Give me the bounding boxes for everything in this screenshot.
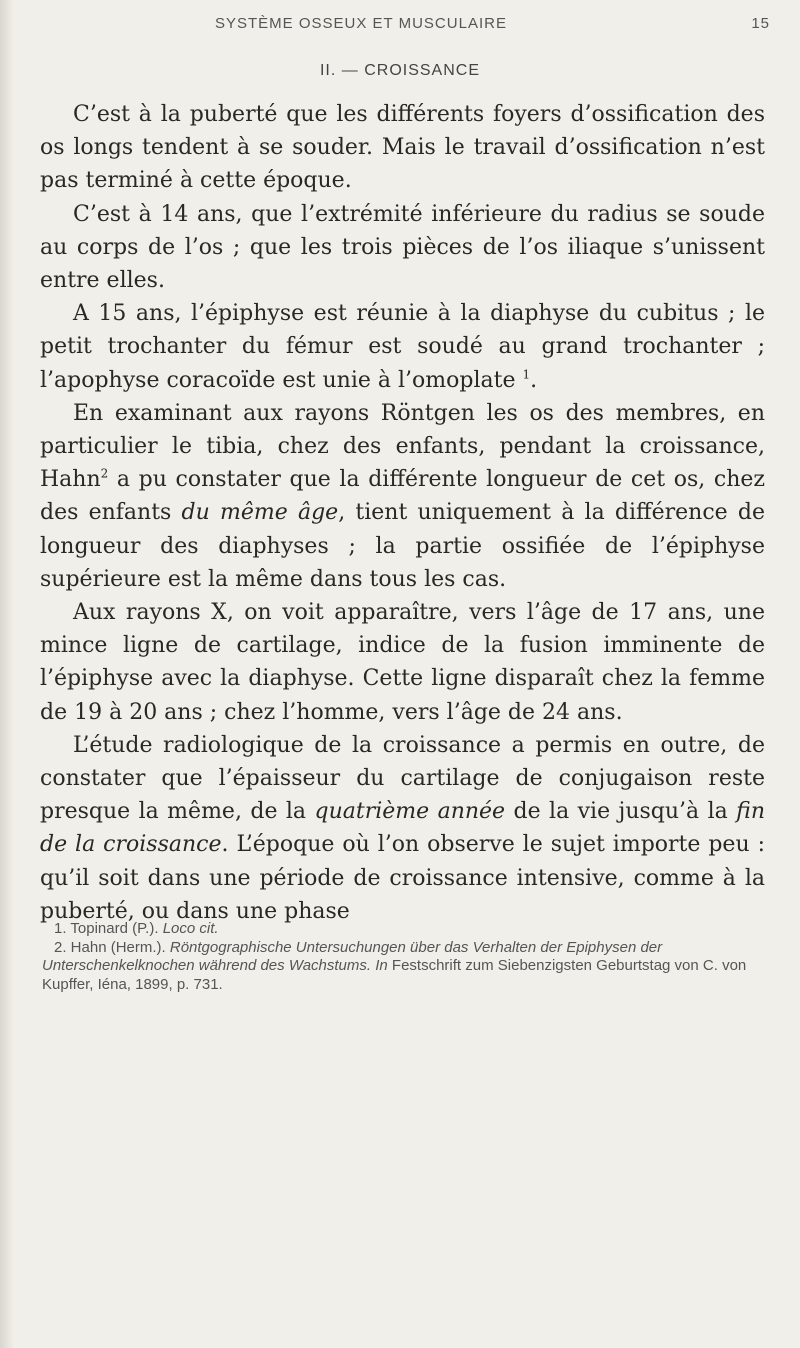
paragraph-text: A 15 ans, l’épiphyse est réunie à la diaphyse du cubitus ; le petit trochanter du fémur est soudé au grand trochanter ; l’apophyse coracoïde est unie à l’omoplate [40, 301, 765, 393]
footnote [42, 939, 762, 995]
paragraph: C’est à la puberté que les différents foyers d’ossification des os longs tendent à se souder. Mais le travail d’ossification n’est pas terminé à cette époque. [40, 102, 765, 194]
footnote-marker: 1 [522, 367, 531, 382]
footnote-text: 1. Topinard (P.). [54, 920, 163, 937]
section-title: II. — CROISSANCE [319, 62, 481, 79]
paragraph [40, 297, 765, 397]
paragraph-text: a pu constater que la différente longueur de cet os, chez des enfants [40, 467, 765, 526]
body-text [40, 98, 765, 928]
footnote [42, 920, 762, 939]
page-edge [0, 0, 14, 1348]
paragraph-text: . L’époque où l’on observe le sujet importe peu : qu’il soit dans une période de croissance intensive, comme à la puberté, ou dans une phase [40, 832, 765, 924]
footnotes [42, 920, 762, 994]
paragraph-text: , tient uniquement à la différence de longueur des diaphyses ; la partie ossifiée de l’épiphyse supérieure est la même dans tous les cas. [40, 500, 765, 592]
page-number: 15 [751, 15, 770, 32]
running-title: SYSTÈME OSSEUX ET MUSCULAIRE [215, 15, 507, 32]
emphasis: Röntgographische Untersuchungen über das Verhalten der Epiphysen der Unterschenkelknochen während des Wachstums. In [42, 938, 663, 974]
emphasis: quatrième année [314, 799, 506, 825]
footnote-marker: 2 [100, 466, 109, 481]
paragraph: Aux rayons X, on voit apparaître, vers l’âge de 17 ans, une mince ligne de cartilage, indice de la fusion imminente de l’épiphyse avec la diaphyse. Cette ligne disparaît chez la femme de 19 à 20 ans ; chez l’homme, vers l’âge de 24 ans. [40, 600, 765, 725]
paragraph-text: de la vie jusqu’à la [505, 799, 737, 825]
emphasis: du même âge [181, 500, 339, 526]
paragraph-text: C’est à 14 ans, que l’extrémité inférieure du radius se soude au corps de l’os ; que les trois pièces de l’os iliaque s’unissent entre elles. [40, 201, 765, 294]
footnote-text: 2. Hahn (Herm.). [54, 938, 170, 956]
footnote-text: Festschrift zum Siebenzigsten Geburtstag von C. von Kupffer, Iéna, 1899, p. 731. [42, 957, 747, 993]
paragraph-text: L’étude radiologique de la croissance a permis en outre, de constater que l’épaisseur du cartilage de conjugaison reste presque la même, de la [40, 732, 765, 825]
paragraph [40, 198, 765, 298]
paragraph [40, 397, 765, 596]
paragraph-text: En examinant aux rayons Röntgen les os des membres, en particulier le tibia, chez des enfants, pendant la croissance, Hahn [40, 400, 765, 493]
emphasis: fin de la croissance [40, 799, 766, 858]
paragraph [40, 729, 765, 928]
emphasis: Loco cit. [162, 920, 219, 937]
paragraph-text: . [530, 367, 538, 393]
